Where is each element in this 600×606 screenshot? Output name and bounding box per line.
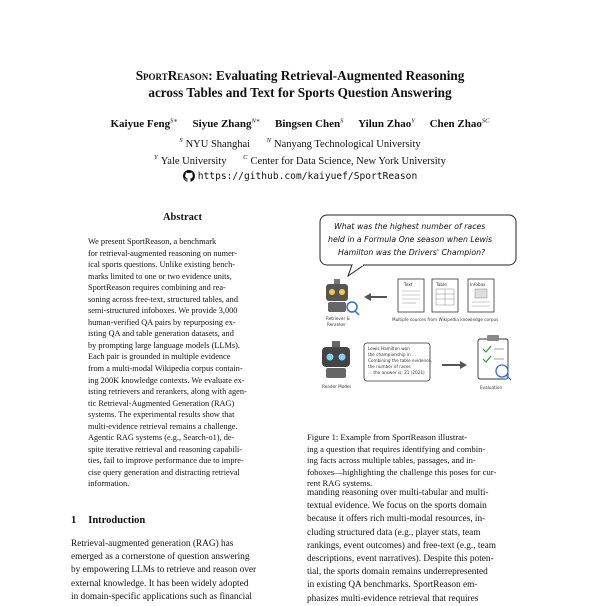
title-benchmark-name: SportReason	[135, 68, 209, 83]
author-list	[40, 114, 560, 131]
question-line-2: held in a Formula One season when Lewis	[328, 235, 493, 244]
abstract-line: human-verified QA pairs by repurposing ex-	[88, 317, 236, 327]
abstract-line: systems. The experimental results show that	[88, 410, 235, 420]
abstract-line: from a multi-modal Wikipedia corpus contain-	[88, 364, 243, 374]
figure-1	[312, 213, 527, 413]
source-card-text	[398, 279, 424, 312]
body-line: cluding structured data (e.g., player stats, team	[307, 527, 481, 538]
source-card-infobox	[468, 279, 494, 312]
author: Yilun Zhao$^Y$	[358, 117, 415, 130]
title-line-2: across Tables and Text for Sports Question Answering	[148, 85, 452, 100]
question-line-1: What was the highest number of races	[334, 222, 486, 231]
abstract-line: spite iterative retrieval and reasoning capabili-	[88, 444, 243, 454]
abstract-line: Each pair is grounded in multiple evidence	[88, 352, 231, 362]
source-card-table	[432, 279, 458, 312]
abstract-line: by prompting large language models (LLMs).	[88, 340, 240, 350]
affiliation: $^S$ NYU Shanghai	[179, 137, 251, 150]
abstract-line: isting retrievers and rerankers, along with agen-	[88, 387, 247, 397]
intro-line: Retrieval-augmented generation (RAG) has	[71, 539, 234, 549]
introduction-body	[71, 538, 294, 604]
retriever-label-1: Retriever &	[326, 316, 350, 321]
intro-line: by empowering LLMs to retrieve and reason over	[71, 565, 257, 576]
body-line: because it offers rich multi-modal resources, in-	[307, 514, 486, 525]
intro-line: in domain-specific applications such as financial	[71, 591, 252, 602]
github-url[interactable]: https://github.com/kaiyuef/SportReason	[197, 171, 418, 182]
svg-text:the number of races: the number of races	[368, 364, 411, 369]
abstract-line: multi-evidence retrieval remains a challenge.	[88, 421, 238, 431]
abstract-line: isting QA and table generation datasets, and	[88, 329, 234, 339]
affiliation: $^N$ Nanyang Technological University	[266, 137, 421, 150]
abstract-line: ing 200K knowledge contexts. We evaluate ex-	[88, 375, 245, 385]
abstract-line: cise query generation and distracting retrieval	[88, 467, 240, 477]
retriever-robot-icon	[326, 279, 359, 315]
caption-line: foboxes—highlighting the challenge this poses for cur-	[307, 466, 497, 477]
body-line: tial, the sports domain remains underrepresented	[307, 567, 488, 578]
body-line: textual evidence. We focus on the sports domain	[307, 501, 487, 512]
abstract-line: information.	[88, 479, 130, 489]
abstract-line: SportReason requires combining and rea-	[88, 283, 226, 293]
evaluation-label: Evaluation	[480, 385, 503, 390]
evaluation-icon	[478, 335, 511, 380]
abstract-line: marks limited to one or two evidence units,	[88, 271, 232, 281]
right-column-body	[307, 487, 530, 606]
svg-text:the championship in ...: the championship in ...	[368, 352, 416, 357]
body-line: in existing QA benchmarks. SportReason em-	[307, 580, 478, 591]
svg-text:Lewis Hamilton won: Lewis Hamilton won	[368, 346, 410, 351]
svg-text:Combining the table evidence,: Combining the table evidence,	[368, 358, 433, 363]
abstract-line: tic Retrieval-Augmented Generation (RAG)	[88, 398, 235, 408]
abstract-line: We present SportReason, a benchmark	[88, 237, 217, 246]
title-line-1: : Evaluating Retrieval-Augmented Reasoning	[208, 68, 465, 83]
caption-line: rent RAG systems.	[307, 478, 373, 489]
affiliation: $^C$ Center for Data Science, New York University	[243, 154, 446, 167]
caption-line: ing facts across multiple tables, passages, and in-	[307, 455, 476, 466]
body-line: descriptions, event narratives). Despite this poten-	[307, 554, 494, 565]
abstract-line: ical sports questions. Unlike existing bench-	[88, 260, 236, 270]
author: Bingsen Chen$^S$	[275, 117, 344, 130]
retriever-label-2: Reranker	[327, 322, 346, 327]
abstract-line: ties, fail to improve performance due to impre-	[88, 456, 244, 466]
body-line: rankings, event outcomes) and free-text (e.g., team	[307, 540, 496, 551]
section-heading-introduction: 1 Introduction	[71, 515, 146, 526]
svg-text:Table: Table	[436, 282, 447, 287]
abstract-heading: Abstract	[162, 212, 203, 223]
question-line-3: Hamilton was the Drivers' Champion?	[338, 248, 486, 257]
github-link[interactable]	[40, 170, 560, 184]
abstract-line: for retrieval-augmented reasoning on numer-	[88, 248, 238, 258]
author: Siyue Zhang$^{N∗}$	[192, 117, 261, 130]
intro-line: external knowledge. It has been widely adopted	[71, 578, 249, 589]
caption-line: Figure 1: Example from SportReason illustrat-	[307, 432, 468, 442]
affiliations-line-2	[40, 151, 560, 168]
affiliations-line-1	[40, 134, 560, 151]
caption-line: ing a question that requires identifying and combin-	[307, 443, 486, 454]
svg-text:... the answer is: 21 (2021): ... the answer is: 21 (2021)	[368, 370, 425, 375]
body-line: manding reasoning over multi-tabular and multi-	[307, 488, 489, 498]
reader-label: Reader Model	[322, 384, 351, 389]
abstract-line: soning across free-text, structured tables, and	[88, 294, 238, 304]
affiliation: $^Y$ Yale University	[154, 154, 227, 167]
svg-text:Text: Text	[404, 282, 413, 287]
figure-caption	[307, 432, 530, 490]
abstract-line: semi-structured infoboxes. We provide 3,000	[88, 306, 238, 316]
body-line: phasizes multi-evidence retrieval that requires	[307, 593, 479, 604]
svg-text:Infobox: Infobox	[470, 282, 486, 287]
abstract-line: Agentic RAG systems (e.g., Search-o1), de-	[88, 433, 235, 443]
github-icon	[183, 170, 195, 182]
paper-title	[60, 67, 540, 101]
author: Chen Zhao$^{SC}$	[429, 117, 490, 130]
corpus-label: Multiple sources from Wikipedia knowledge corpus	[392, 317, 499, 322]
reader-robot-icon	[322, 341, 350, 378]
abstract-body	[88, 236, 278, 490]
intro-line: emerged as a cornerstone of question answering	[71, 552, 250, 563]
author: Kaiyue Feng$^{S∗}$	[110, 117, 178, 130]
